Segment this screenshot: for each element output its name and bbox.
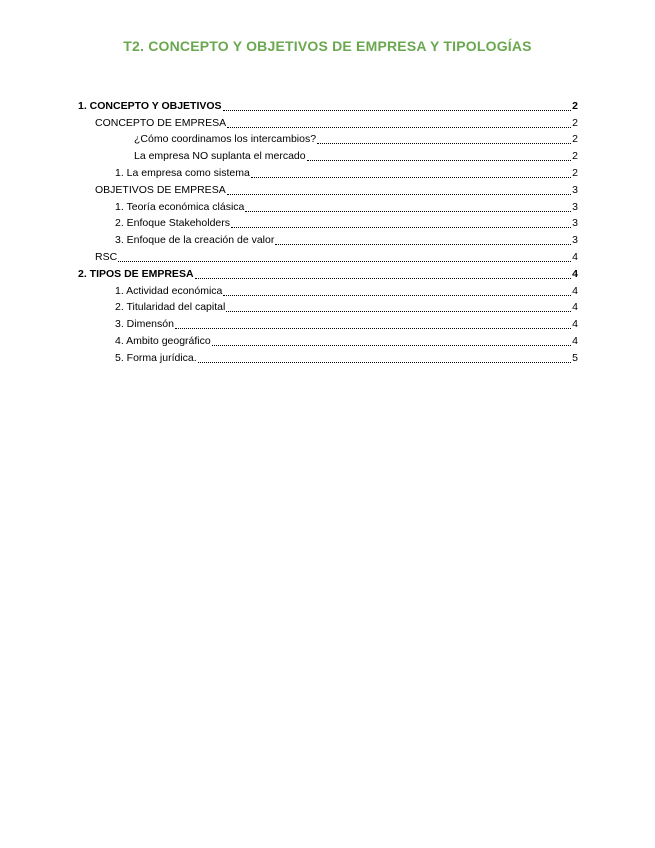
toc-dot-leader bbox=[245, 210, 571, 212]
toc-dot-leader bbox=[227, 126, 571, 128]
toc-page-number: 2 bbox=[572, 150, 578, 163]
toc-entry[interactable] bbox=[78, 331, 578, 348]
toc-entry[interactable] bbox=[78, 197, 578, 214]
toc-entry[interactable] bbox=[78, 314, 578, 331]
toc-page-number: 3 bbox=[572, 217, 578, 230]
toc-entry[interactable] bbox=[78, 113, 578, 130]
toc-page-number: 2 bbox=[572, 166, 578, 179]
toc-entry-label: 1. Teoría económica clásica bbox=[115, 200, 245, 213]
toc-dot-leader bbox=[212, 344, 571, 346]
toc-entry-label: 5. Forma jurídica. bbox=[115, 351, 197, 364]
toc-dot-leader bbox=[275, 243, 571, 245]
toc-entry-label: 2. Titularidad del capital bbox=[115, 301, 226, 314]
toc-page-number: 5 bbox=[572, 351, 578, 364]
toc-entry-label: 4. Ambito geográfico bbox=[115, 334, 211, 347]
toc-dot-leader bbox=[227, 193, 571, 195]
toc-dot-leader bbox=[195, 277, 572, 279]
toc-dot-leader bbox=[198, 361, 571, 363]
toc-page-number: 4 bbox=[572, 267, 578, 280]
toc-entry[interactable] bbox=[78, 281, 578, 298]
toc-dot-leader bbox=[231, 226, 571, 228]
toc-entry[interactable] bbox=[78, 298, 578, 315]
toc-entry[interactable] bbox=[78, 96, 578, 113]
document-title: T2. CONCEPTO Y OBJETIVOS DE EMPRESA Y TIPOLOGÍAS bbox=[123, 38, 532, 54]
toc-dot-leader bbox=[223, 294, 571, 296]
toc-entry[interactable] bbox=[78, 214, 578, 231]
toc-entry[interactable] bbox=[78, 230, 578, 247]
toc-page-number: 3 bbox=[572, 183, 578, 196]
toc-entry[interactable] bbox=[78, 247, 578, 264]
toc-dot-leader bbox=[251, 176, 571, 178]
toc-page-number: 4 bbox=[572, 318, 578, 331]
toc-page-number: 2 bbox=[572, 133, 578, 146]
toc-page-number: 2 bbox=[572, 116, 578, 129]
toc-page-number: 3 bbox=[572, 200, 578, 213]
toc-entry-label: 1. Actividad económica bbox=[115, 284, 223, 297]
toc-dot-leader bbox=[175, 327, 571, 329]
toc-entry-label: ¿Cómo coordinamos los intercambios? bbox=[134, 133, 317, 146]
toc-entry-label: 3. Enfoque de la creación de valor bbox=[115, 234, 275, 247]
toc-dot-leader bbox=[307, 159, 572, 161]
toc-dot-leader bbox=[118, 260, 571, 262]
toc-dot-leader bbox=[226, 310, 571, 312]
toc-entry-label: CONCEPTO DE EMPRESA bbox=[95, 116, 227, 129]
toc-page-number: 4 bbox=[572, 334, 578, 347]
toc-page-number: 4 bbox=[572, 284, 578, 297]
toc-page-number: 2 bbox=[572, 99, 578, 112]
toc-entry-label: 1. La empresa como sistema bbox=[115, 166, 250, 179]
toc-entry-label: 3. Dimensón bbox=[115, 318, 174, 331]
toc-entry-label: La empresa NO suplanta el mercado bbox=[134, 150, 306, 163]
toc-entry[interactable] bbox=[78, 348, 578, 365]
toc-entry[interactable] bbox=[78, 146, 578, 163]
toc-entry[interactable] bbox=[78, 130, 578, 147]
toc-entry[interactable] bbox=[78, 264, 578, 281]
toc-dot-leader bbox=[223, 109, 572, 111]
toc-entry-label: OBJETIVOS DE EMPRESA bbox=[95, 183, 226, 196]
toc-entry-label: 2. TIPOS DE EMPRESA bbox=[78, 267, 194, 280]
toc-entry-label: RSC bbox=[95, 250, 118, 263]
toc-dot-leader bbox=[317, 142, 571, 144]
toc-page-number: 3 bbox=[572, 234, 578, 247]
toc-page-number: 4 bbox=[572, 301, 578, 314]
toc-page-number: 4 bbox=[572, 250, 578, 263]
toc-entry[interactable] bbox=[78, 180, 578, 197]
toc-entry[interactable] bbox=[78, 163, 578, 180]
table-of-contents bbox=[78, 96, 578, 365]
toc-entry-label: 1. CONCEPTO Y OBJETIVOS bbox=[78, 99, 222, 112]
toc-entry-label: 2. Enfoque Stakeholders bbox=[115, 217, 230, 230]
